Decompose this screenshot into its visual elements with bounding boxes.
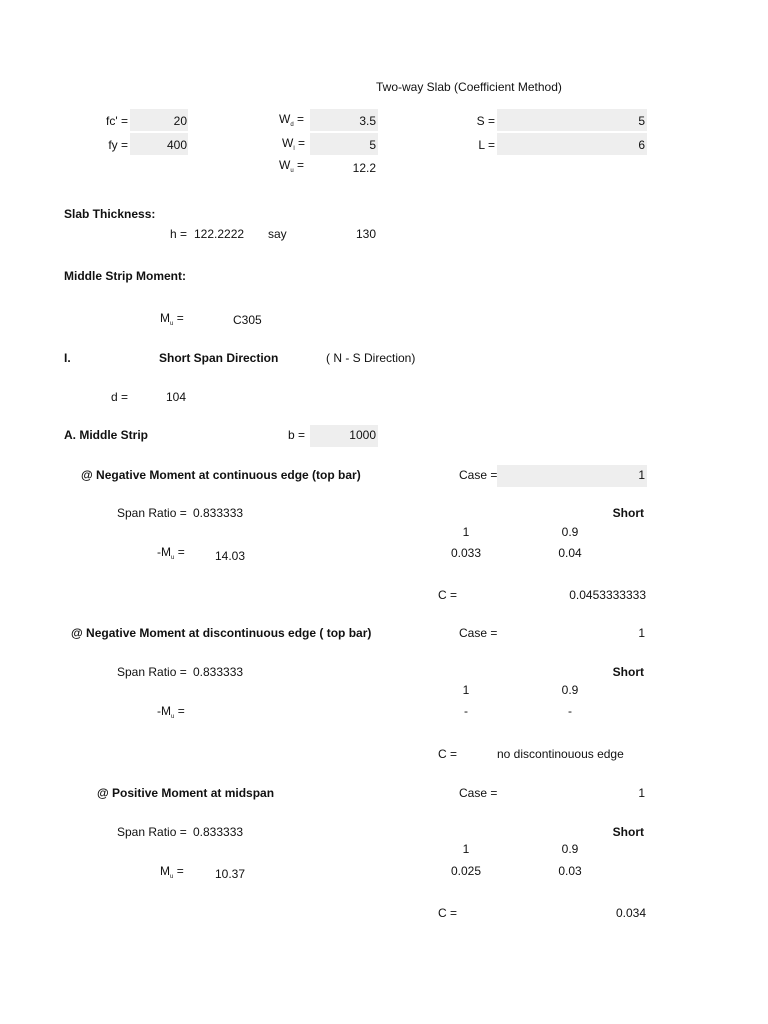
- pos-mid-ratio-1: 1: [462, 842, 470, 856]
- neg-discont-span-label: Span Ratio =: [117, 665, 187, 679]
- d-label: d =: [111, 390, 129, 404]
- pos-mid-coef-1: 0.025: [450, 864, 482, 878]
- section-title: Short Span Direction: [159, 351, 279, 365]
- neg-cont-c-label: C =: [438, 588, 458, 602]
- pos-mid-short-label: Short: [612, 825, 644, 839]
- neg-cont-ratio-1: 1: [462, 525, 470, 539]
- section-numeral: I.: [64, 351, 71, 365]
- mu-label: $M_u$ =: [160, 311, 184, 327]
- neg-cont-mu-label: $-M_u$ =: [157, 545, 185, 561]
- pos-mid-mu-value: 10.37: [215, 867, 246, 881]
- neg-discont-ratio-2: 0.9: [561, 683, 579, 697]
- h-label: h =: [170, 227, 188, 241]
- neg-cont-c-value: 0.0453333333: [569, 588, 646, 602]
- h-value: 122.2222: [194, 227, 245, 241]
- pos-mid-span-label: Span Ratio =: [117, 825, 187, 839]
- wu-value: 12.2: [352, 161, 376, 175]
- wd-label: $W_d$ =: [279, 112, 305, 128]
- wl-value: 5: [369, 138, 376, 152]
- neg-discont-c-label: C =: [438, 747, 458, 761]
- pos-mid-c-label: C =: [438, 906, 458, 920]
- neg-discont-coef-2: -: [568, 704, 572, 718]
- say-value: 130: [355, 227, 376, 241]
- neg-discont-heading: @ Negative Moment at discontinuous edge ( top bar): [71, 626, 372, 640]
- section-direction: ( N - S Direction): [326, 351, 416, 365]
- mu-value: C305: [233, 313, 262, 327]
- neg-cont-case-value: 1: [638, 468, 645, 482]
- l-value: 6: [638, 138, 645, 152]
- fc-label: fc' =: [106, 114, 128, 128]
- pos-mid-case-value: 1: [638, 786, 645, 800]
- wl-label: $W_l$ =: [282, 136, 306, 152]
- neg-cont-coef-2: 0.04: [558, 546, 582, 560]
- pos-mid-coef-2: 0.03: [558, 864, 582, 878]
- neg-cont-coef-1: 0.033: [450, 546, 482, 560]
- neg-discont-c-value: no discontinouous edge: [497, 747, 624, 761]
- neg-discont-coef-1: -: [464, 704, 468, 718]
- pos-mid-c-value: 0.034: [615, 906, 646, 920]
- neg-discont-case-label: Case =: [459, 626, 498, 640]
- wd-value: 3.5: [359, 114, 376, 128]
- neg-discont-mu-label: $-M_u$ =: [157, 704, 185, 720]
- neg-cont-short-label: Short: [612, 506, 644, 520]
- b-value: 1000: [349, 428, 376, 442]
- neg-discont-short-label: Short: [612, 665, 644, 679]
- middle-strip-moment-heading: Middle Strip Moment:: [64, 269, 186, 283]
- s-label: S =: [476, 114, 495, 128]
- neg-cont-span-label: Span Ratio =: [117, 506, 187, 520]
- pos-mid-case-label: Case =: [459, 786, 498, 800]
- neg-cont-case-label: Case =: [459, 468, 498, 482]
- neg-cont-span-value: 0.833333: [193, 506, 244, 520]
- wu-label: $W_u$ =: [279, 158, 305, 174]
- pos-mid-heading: @ Positive Moment at midspan: [97, 786, 275, 800]
- d-value: 104: [166, 390, 187, 404]
- pos-mid-ratio-2: 0.9: [561, 842, 579, 856]
- neg-discont-case-value: 1: [638, 626, 645, 640]
- neg-discont-ratio-1: 1: [462, 683, 470, 697]
- neg-cont-heading: @ Negative Moment at continuous edge (top bar): [81, 468, 361, 482]
- s-value: 5: [638, 114, 645, 128]
- middle-strip-label: A. Middle Strip: [64, 428, 148, 442]
- b-label: b =: [288, 428, 306, 442]
- l-label: L =: [478, 138, 495, 152]
- neg-cont-ratio-2: 0.9: [561, 525, 579, 539]
- say-label: say: [268, 227, 287, 241]
- fy-label: fy =: [108, 138, 128, 152]
- neg-discont-span-value: 0.833333: [193, 665, 244, 679]
- fc-value: 20: [173, 114, 187, 128]
- neg-cont-mu-value: 14.03: [215, 549, 246, 563]
- page-title: Two-way Slab (Coefficient Method): [376, 80, 562, 94]
- fy-value: 400: [166, 138, 187, 152]
- slab-thickness-heading: Slab Thickness:: [64, 207, 156, 221]
- pos-mid-mu-label: $M_u$ =: [160, 864, 184, 880]
- pos-mid-span-value: 0.833333: [193, 825, 244, 839]
